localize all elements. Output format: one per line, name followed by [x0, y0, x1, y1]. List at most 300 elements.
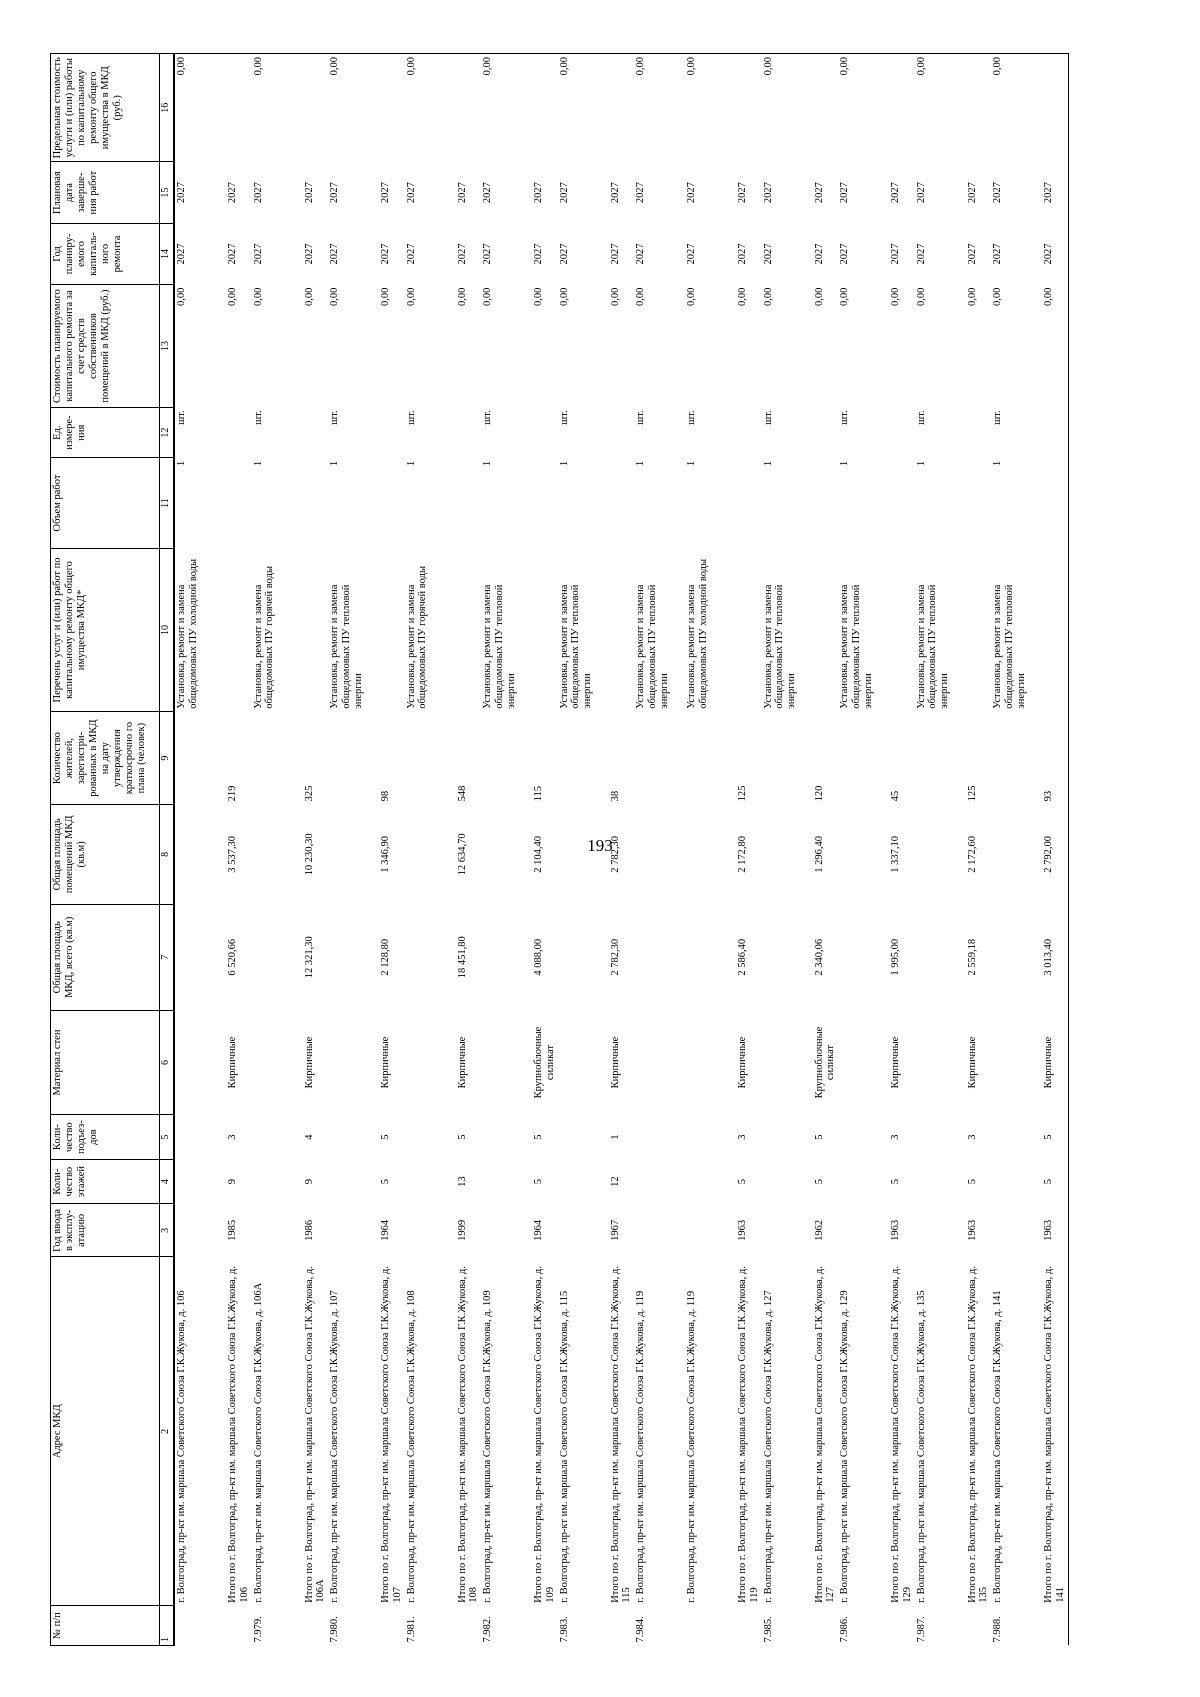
- entrances-cell: 5: [533, 1134, 544, 1140]
- volume-cell: [303, 458, 329, 548]
- column-number: 15: [160, 162, 175, 223]
- year-cell: 1985: [227, 1219, 238, 1241]
- cost-cell: 0,00: [890, 287, 901, 307]
- limit-cost-cell: 0,00: [405, 54, 456, 162]
- volume-cell: [1042, 458, 1068, 548]
- completion-cell: 2027: [1042, 162, 1068, 223]
- work-list-cell: [379, 548, 405, 712]
- address-cell: г. Волгоград, пр-кт им. маршала Советского Союза Г.К.Жукова, д. 115: [558, 1290, 570, 1603]
- entrances-cell: [405, 1115, 456, 1160]
- table-row: [174, 54, 226, 1646]
- limit-cost-cell: [532, 54, 558, 162]
- wall-material-cell: Кирпичные: [737, 1036, 748, 1089]
- total-area-cell: 12 321,30: [303, 936, 315, 979]
- work-list-cell: Установка, ремонт и замена общедомовых ПУ тепловой энергии: [839, 584, 874, 709]
- unit-cell: [966, 407, 992, 458]
- entrances-cell: [762, 1115, 813, 1160]
- floors-cell: 5: [737, 1179, 748, 1185]
- column-number: 1: [160, 1606, 175, 1646]
- total-area-cell: [991, 904, 1042, 1010]
- planned-year-cell: 2027: [252, 243, 264, 265]
- unit-cell: [813, 407, 839, 458]
- work-list-cell: Установка, ремонт и замена общедомовых ПУ горячей воды: [252, 565, 276, 709]
- floors-cell: 12: [609, 1176, 621, 1187]
- work-list-cell: Установка, ремонт и замена общедомовых ПУ тепловой энергии: [635, 584, 670, 709]
- planned-year-cell: 2027: [635, 243, 646, 265]
- premises-area-cell: [405, 804, 456, 904]
- table-row: [252, 54, 303, 1646]
- year-cell: [685, 1204, 736, 1257]
- cost-cell: 0,00: [176, 287, 187, 307]
- year-cell: [405, 1204, 456, 1257]
- total-area-cell: 2 782,30: [609, 938, 621, 976]
- year-cell: [328, 1204, 379, 1257]
- premises-area-cell: [762, 804, 813, 904]
- address-cell: Итого по г. Волгоград, пр-кт им. маршала Советского Союза Г.К.Жукова, д. 141: [1042, 1257, 1068, 1606]
- total-row: [456, 54, 482, 1646]
- wall-material-cell: [991, 1010, 1042, 1115]
- completion-cell: 2027: [609, 182, 621, 204]
- unit-cell: [609, 407, 635, 458]
- planned-year-cell: 2027: [533, 243, 544, 265]
- unit-cell: шт.: [839, 410, 850, 425]
- volume-cell: 1: [992, 460, 1003, 467]
- work-list-cell: Установка, ремонт и замена общедомовых ПУ холодной воды: [176, 558, 199, 709]
- work-list-cell: [532, 548, 558, 712]
- residents-cell: [405, 712, 456, 805]
- unit-cell: шт.: [405, 410, 417, 425]
- column-number: 8: [160, 804, 175, 904]
- planned-year-cell: 2027: [329, 243, 340, 265]
- total-row: [813, 54, 839, 1646]
- unit-cell: [379, 407, 405, 458]
- completion-cell: 2027: [762, 182, 774, 204]
- volume-cell: 1: [252, 460, 264, 467]
- premises-area-cell: [481, 804, 532, 904]
- header-row: [51, 54, 160, 1646]
- column-number: 11: [160, 458, 175, 548]
- wall-material-cell: Кирпичные: [1042, 1010, 1068, 1115]
- wall-material-cell: Крупноблочные силикат: [533, 1026, 556, 1099]
- address-cell: Итого по г. Волгоград, пр-кт им. маршала Советского Союза Г.К.Жукова, д. 119: [737, 1266, 760, 1603]
- table-row: [991, 54, 1042, 1646]
- volume-cell: 1: [482, 460, 493, 467]
- cost-cell: 0,00: [405, 287, 417, 307]
- column-number: 7: [160, 904, 175, 1010]
- column-header: Коли-чество подъез-дов: [51, 1115, 160, 1160]
- planned-year-cell: 2027: [176, 243, 187, 265]
- work-list-cell: [889, 548, 915, 712]
- total-area-cell: 2 128,80: [380, 938, 391, 976]
- row-number: 7.982.: [482, 1616, 493, 1643]
- completion-cell: 2027: [737, 182, 748, 204]
- total-area-cell: 1 995,00: [890, 938, 901, 976]
- column-header: Плановая дата заверше-ния работ: [51, 162, 160, 223]
- volume-cell: 1: [558, 460, 570, 467]
- entrances-cell: [991, 1115, 1042, 1160]
- row-number: [226, 1606, 252, 1646]
- total-area-cell: [762, 904, 813, 1010]
- completion-cell: 2027: [380, 182, 391, 204]
- year-cell: [634, 1204, 685, 1257]
- entrances-cell: [328, 1115, 379, 1160]
- address-cell: Итого по г. Волгоград, пр-кт им. маршала Советского Союза Г.К.Жукова, д. 109: [533, 1266, 556, 1603]
- total-area-cell: [252, 904, 303, 1010]
- wall-material-cell: [174, 1010, 226, 1115]
- column-number: 6: [160, 1010, 175, 1115]
- total-row: [379, 54, 405, 1646]
- total-area-cell: [838, 904, 889, 1010]
- work-list-cell: Установка, ремонт и замена общедомовых ПУ тепловой энергии: [558, 584, 593, 709]
- completion-cell: 2027: [252, 182, 264, 204]
- total-row: [966, 54, 992, 1646]
- address-cell: Итого по г. Волгоград, пр-кт им. маршала Советского Союза Г.К.Жукова, д. 127: [813, 1266, 837, 1603]
- residents-cell: [762, 712, 813, 805]
- year-cell: 1964: [533, 1219, 544, 1241]
- wall-material-cell: Кирпичные: [303, 1036, 315, 1089]
- volume-cell: [609, 458, 635, 548]
- total-area-cell: 2 559,18: [966, 938, 978, 976]
- premises-area-cell: [838, 804, 889, 904]
- year-cell: [991, 1204, 1042, 1257]
- floors-cell: [405, 1159, 456, 1204]
- cost-cell: 0,00: [252, 287, 264, 307]
- entrances-cell: [685, 1115, 736, 1160]
- work-list-cell: Установка, ремонт и замена общедомовых ПУ тепловой энергии: [762, 584, 797, 709]
- volume-cell: 1: [635, 460, 646, 467]
- wall-material-cell: Крупноблочные силикат: [813, 1026, 837, 1099]
- entrances-cell: 4: [303, 1134, 315, 1140]
- limit-cost-cell: 0,00: [685, 54, 736, 162]
- entrances-cell: [915, 1115, 966, 1160]
- column-number: 14: [160, 223, 175, 284]
- residents-cell: 125: [737, 785, 748, 802]
- address-cell: Итого по г. Волгоград, пр-кт им. маршала Советского Союза Г.К.Жукова, д. 107: [380, 1266, 403, 1603]
- table-row: [685, 54, 736, 1646]
- cost-cell: 0,00: [227, 287, 238, 307]
- total-area-cell: 6 520,66: [227, 938, 238, 976]
- total-area-cell: [634, 904, 685, 1010]
- column-header: Общая площадь МКД, всего (кв.м): [51, 904, 160, 1010]
- residents-cell: [328, 712, 379, 805]
- row-number: 7.987.: [915, 1616, 927, 1643]
- entrances-cell: [252, 1115, 303, 1160]
- premises-area-cell: 1 337,10: [890, 835, 901, 873]
- unit-cell: шт.: [482, 410, 493, 425]
- floors-cell: 5: [533, 1179, 544, 1185]
- total-area-cell: [915, 904, 966, 1010]
- entrances-cell: 5: [380, 1134, 391, 1140]
- residents-cell: [685, 712, 736, 805]
- unit-cell: [456, 407, 482, 458]
- limit-cost-cell: [609, 54, 635, 162]
- planned-year-cell: 2027: [227, 243, 238, 265]
- entrances-cell: [481, 1115, 532, 1160]
- column-header: Предельная стоимость услуги и (или) работы по капитальному ремонту общего имущества в МКД (руб.): [51, 54, 160, 162]
- column-header: Ед. измере-ния: [51, 407, 160, 458]
- floors-cell: [558, 1159, 609, 1204]
- work-list-cell: Установка, ремонт и замена общедомовых ПУ холодной воды: [686, 558, 709, 709]
- residents-cell: 219: [227, 785, 238, 802]
- column-header: Адрес МКД: [51, 1257, 160, 1606]
- volume-cell: 1: [915, 460, 927, 467]
- column-header: № п/п: [51, 1606, 160, 1646]
- completion-cell: 2027: [533, 182, 544, 204]
- address-cell: г. Волгоград, пр-кт им. маршала Советского Союза Г.К.Жукова, д. 106: [176, 1290, 187, 1603]
- residents-cell: 325: [303, 785, 315, 802]
- limit-cost-cell: 0,00: [991, 54, 1042, 162]
- floors-cell: [762, 1159, 813, 1204]
- unit-cell: шт.: [915, 410, 927, 425]
- wall-material-cell: [685, 1010, 736, 1115]
- wall-material-cell: Кирпичные: [380, 1036, 391, 1089]
- limit-cost-cell: 0,00: [762, 54, 813, 162]
- volume-cell: 1: [405, 460, 417, 467]
- column-header: Объем работ: [51, 458, 160, 548]
- row-number: 7.985.: [762, 1616, 774, 1643]
- total-row: [609, 54, 635, 1646]
- limit-cost-cell: [226, 54, 252, 162]
- cost-cell: 0,00: [813, 287, 825, 307]
- floors-cell: 13: [456, 1176, 468, 1187]
- table-row: [915, 54, 966, 1646]
- completion-cell: 2027: [686, 182, 697, 204]
- limit-cost-cell: [303, 54, 329, 162]
- planned-year-cell: 2027: [380, 243, 391, 265]
- planned-year-cell: 2027: [915, 243, 927, 265]
- address-cell: г. Волгоград, пр-кт им. маршала Советского Союза Г.К.Жукова, д. 107: [329, 1290, 340, 1603]
- entrances-cell: 5: [456, 1134, 468, 1140]
- floors-cell: 5: [890, 1179, 901, 1185]
- premises-area-cell: [634, 804, 685, 904]
- limit-cost-cell: 0,00: [252, 54, 303, 162]
- planned-year-cell: 2027: [966, 243, 978, 265]
- premises-area-cell: [252, 804, 303, 904]
- address-cell: Итого по г. Волгоград, пр-кт им. маршала Советского Союза Г.К.Жукова, д. 135: [966, 1266, 990, 1603]
- completion-cell: 2027: [482, 182, 493, 204]
- limit-cost-cell: [813, 54, 839, 162]
- total-row: [532, 54, 558, 1646]
- address-cell: Итого по г. Волгоград, пр-кт им. маршала Советского Союза Г.К.Жукова, д. 106: [227, 1266, 250, 1603]
- table-row: [405, 54, 456, 1646]
- cost-cell: 0,00: [686, 287, 697, 307]
- floors-cell: [174, 1159, 226, 1204]
- row-number: [303, 1606, 329, 1646]
- address-cell: г. Волгоград, пр-кт им. маршала Советского Союза Г.К.Жукова, д. 127: [762, 1290, 774, 1603]
- planned-year-cell: 2027: [303, 243, 315, 265]
- planned-year-cell: 2027: [762, 243, 774, 265]
- completion-cell: 2027: [329, 182, 340, 204]
- limit-cost-cell: 0,00: [328, 54, 379, 162]
- column-number: 3: [160, 1204, 175, 1257]
- volume-cell: [226, 458, 252, 548]
- limit-cost-cell: [966, 54, 992, 162]
- unit-cell: шт.: [992, 410, 1003, 425]
- floors-cell: [685, 1159, 736, 1204]
- cost-cell: 0,00: [635, 287, 646, 307]
- residents-cell: 548: [456, 785, 468, 802]
- year-cell: [174, 1204, 226, 1257]
- entrances-cell: 3: [737, 1134, 748, 1140]
- wall-material-cell: [252, 1010, 303, 1115]
- year-cell: 1962: [813, 1219, 825, 1241]
- entrances-cell: 3: [890, 1134, 901, 1140]
- wall-material-cell: Кирпичные: [966, 1036, 978, 1089]
- limit-cost-cell: [736, 54, 762, 162]
- address-cell: г. Волгоград, пр-кт им. маршала Советского Союза Г.К.Жукова, д. 108: [405, 1290, 417, 1603]
- row-number: [1042, 1606, 1068, 1646]
- wall-material-cell: [634, 1010, 685, 1115]
- row-number: [889, 1606, 915, 1646]
- planned-year-cell: 2027: [737, 243, 748, 265]
- work-list-cell: Установка, ремонт и замена общедомовых ПУ тепловой энергии: [915, 584, 950, 709]
- column-header: Год планиру-емого капиталь-ного ремонта: [51, 223, 160, 284]
- capital-repair-table: [50, 53, 1069, 1646]
- column-header: Год ввода в эксплу-атацию: [51, 1204, 160, 1257]
- entrances-cell: [634, 1115, 685, 1160]
- residents-cell: [991, 712, 1042, 805]
- premises-area-cell: 12 634,70: [456, 833, 468, 876]
- premises-area-cell: [558, 804, 609, 904]
- planned-year-cell: 2027: [686, 243, 697, 265]
- total-row: [889, 54, 915, 1646]
- work-list-cell: Установка, ремонт и замена общедомовых ПУ тепловой энергии: [992, 584, 1027, 709]
- cost-cell: 0,00: [762, 287, 774, 307]
- planned-year-cell: 2027: [992, 243, 1003, 265]
- column-number: 13: [160, 285, 175, 408]
- unit-cell: шт.: [686, 410, 697, 425]
- wall-material-cell: [405, 1010, 456, 1115]
- wall-material-cell: [481, 1010, 532, 1115]
- year-cell: 1963: [966, 1219, 978, 1241]
- total-area-cell: 2 340,06: [813, 938, 825, 976]
- completion-cell: 2027: [227, 182, 238, 204]
- limit-cost-cell: [889, 54, 915, 162]
- work-list-cell: Установка, ремонт и замена общедомовых ПУ тепловой энергии: [329, 584, 364, 709]
- address-cell: г. Волгоград, пр-кт им. маршала Советского Союза Г.К.Жукова, д. 135: [915, 1290, 927, 1603]
- column-header: Коли-чество этажей: [51, 1159, 160, 1204]
- volume-cell: [456, 458, 482, 548]
- column-number: 16: [160, 54, 175, 162]
- year-cell: [915, 1204, 966, 1257]
- completion-cell: 2027: [966, 182, 978, 204]
- premises-area-cell: [915, 804, 966, 904]
- unit-cell: шт.: [558, 410, 570, 425]
- limit-cost-cell: 0,00: [838, 54, 889, 162]
- volume-cell: 1: [762, 460, 774, 467]
- address-cell: г. Волгоград, пр-кт им. маршала Советского Союза Г.К.Жукова, д. 119: [635, 1290, 646, 1603]
- cost-cell: 0,00: [482, 287, 493, 307]
- residents-cell: 125: [966, 785, 978, 802]
- planned-year-cell: 2027: [839, 243, 850, 265]
- total-area-cell: [685, 904, 736, 1010]
- table-header: [51, 54, 160, 1646]
- residents-cell: 115: [533, 786, 544, 802]
- total-area-cell: [558, 904, 609, 1010]
- premises-area-cell: 3 537,30: [227, 835, 238, 873]
- column-header: Перечень услуг и (или) работ по капитальному ремонту общего имущества МКД*: [51, 548, 160, 712]
- residents-cell: [174, 712, 226, 805]
- column-header: Стоимость планируемого капитального ремонта за счет средств собственников помещений в МКД (руб.): [51, 285, 160, 408]
- row-number: 7.981.: [405, 1616, 417, 1643]
- entrances-cell: 3: [227, 1134, 238, 1140]
- work-list-cell: [736, 548, 762, 712]
- year-cell: [838, 1204, 889, 1257]
- volume-cell: [736, 458, 762, 548]
- column-header: Количество жителей, зарегистри-рованных в МКД на дату утверждения краткосрочно го плана (человек): [51, 712, 160, 805]
- work-list-cell: [226, 548, 252, 712]
- total-area-cell: 2 586,40: [737, 938, 748, 976]
- wall-material-cell: Кирпичные: [890, 1036, 901, 1089]
- table-row: [328, 54, 379, 1646]
- floors-cell: [328, 1159, 379, 1204]
- planned-year-cell: 2027: [482, 243, 493, 265]
- floors-cell: 5: [813, 1179, 825, 1185]
- total-area-cell: 4 088,00: [533, 938, 544, 976]
- rotated-register: [50, 53, 1171, 1646]
- volume-cell: 1: [686, 460, 697, 467]
- total-row: [303, 54, 329, 1646]
- entrances-cell: 1: [609, 1134, 621, 1140]
- residents-cell: [915, 712, 966, 805]
- floors-cell: [838, 1159, 889, 1204]
- volume-cell: [532, 458, 558, 548]
- completion-cell: 2027: [813, 182, 825, 204]
- address-cell: г. Волгоград, пр-кт им. маршала Советского Союза Г.К.Жукова, д. 129: [839, 1290, 850, 1603]
- limit-cost-cell: 0,00: [634, 54, 685, 162]
- table-row: [481, 54, 532, 1646]
- completion-cell: 2027: [176, 182, 187, 204]
- unit-cell: шт.: [252, 410, 264, 425]
- work-list-cell: [1042, 548, 1068, 712]
- cost-cell: 0,00: [329, 287, 340, 307]
- unit-cell: шт.: [176, 410, 187, 425]
- residents-cell: 45: [890, 790, 901, 802]
- row-number: 7.988.: [992, 1616, 1003, 1643]
- limit-cost-cell: 0,00: [558, 54, 609, 162]
- column-number: 4: [160, 1159, 175, 1204]
- residents-cell: 120: [813, 785, 825, 802]
- row-number: [813, 1606, 839, 1646]
- address-cell: Итого по г. Волгоград, пр-кт им. маршала Советского Союза Г.К.Жукова, д. 115: [609, 1266, 633, 1603]
- floors-cell: 9: [227, 1179, 238, 1185]
- unit-cell: [736, 407, 762, 458]
- unit-cell: [226, 407, 252, 458]
- premises-area-cell: 10 230,30: [303, 833, 315, 876]
- table-row: [558, 54, 609, 1646]
- column-number: 10: [160, 548, 175, 712]
- planned-year-cell: 2027: [813, 243, 825, 265]
- column-number: 9: [160, 712, 175, 805]
- total-row: [1042, 54, 1068, 1646]
- premises-area-cell: 2 792,00: [1042, 804, 1068, 904]
- unit-cell: шт.: [762, 410, 774, 425]
- total-area-cell: 18 451,80: [456, 936, 468, 979]
- volume-cell: [813, 458, 839, 548]
- cost-cell: 0,00: [1042, 285, 1068, 408]
- premises-area-cell: [685, 804, 736, 904]
- floors-cell: [634, 1159, 685, 1204]
- address-cell: г. Волгоград, пр-кт им. маршала Советского Союза Г.К.Жукова, д. 109: [482, 1290, 493, 1603]
- floors-cell: 5: [1042, 1159, 1068, 1204]
- planned-year-cell: 2027: [405, 243, 417, 265]
- row-number: 7.980.: [329, 1616, 340, 1643]
- row-number: 7.983.: [558, 1616, 570, 1643]
- address-cell: г. Волгоград, пр-кт им. маршала Советского Союза Г.К.Жукова, д. 141: [992, 1290, 1003, 1603]
- total-area-cell: [174, 904, 226, 1010]
- premises-area-cell: 1 296,40: [813, 835, 825, 873]
- residents-cell: 93: [1042, 712, 1068, 805]
